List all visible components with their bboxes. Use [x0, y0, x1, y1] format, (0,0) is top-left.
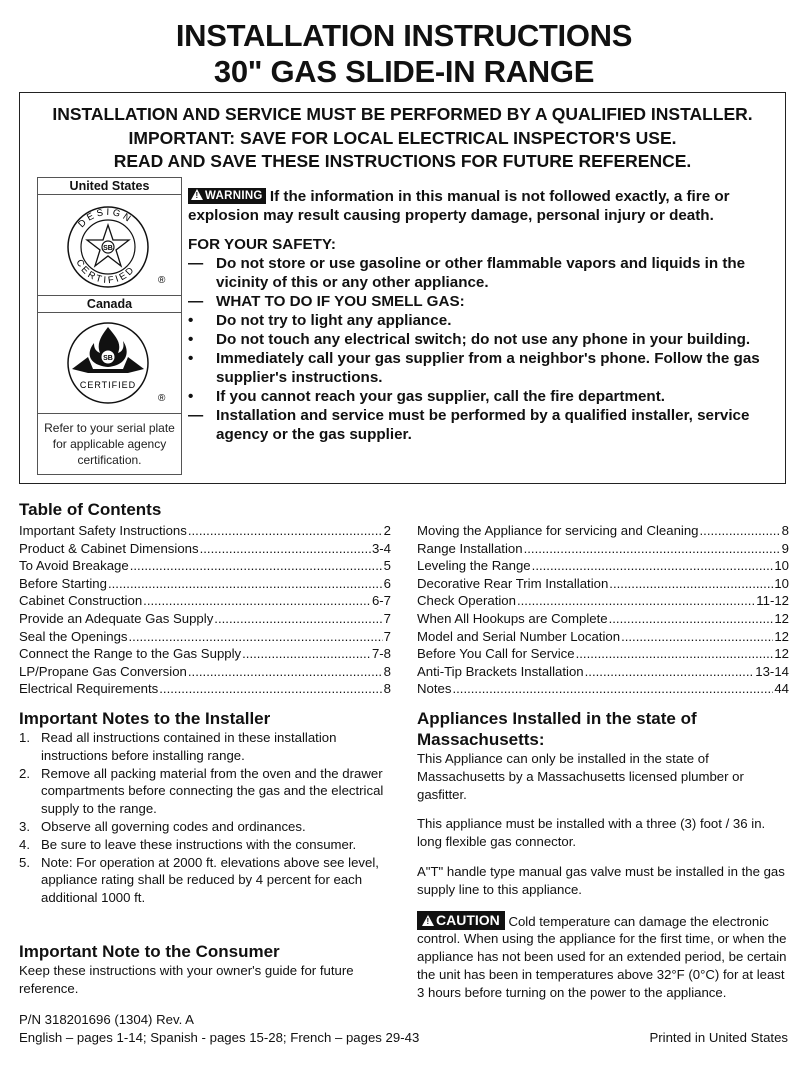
- toc-entry-page: 44: [774, 681, 789, 697]
- warning-section: [188, 187, 778, 444]
- safety-list: [188, 235, 778, 444]
- us-seal-top-text: DESIGN: [76, 206, 135, 231]
- installer-note-number: 1.: [19, 730, 30, 745]
- caution-text: Cold temperature can damage the electronic control. When using the appliance for the first time, or when the appliance has not been used for an extended period, be certain the unit has been in temperatures above 32°F (0°C) for at least 3 hours before turning on the power to the appliance.: [417, 913, 787, 1000]
- toc-entry-page: 5: [383, 558, 391, 574]
- toc-entry-label: To Avoid Breakage: [19, 558, 129, 574]
- toc-entry[interactable]: [19, 645, 391, 663]
- safety-marker: •: [188, 350, 194, 367]
- toc-entry-page: 8: [383, 663, 391, 679]
- massachusetts-paragraph-2: This appliance must be installed with a three (3) foot / 36 in. long flexible gas connector.: [417, 816, 766, 850]
- installer-note-text: Observe all governing codes and ordinances.: [41, 818, 306, 834]
- safety-item: [188, 292, 778, 311]
- toc-entry-label: Model and Serial Number Location: [417, 628, 621, 644]
- toc-entry[interactable]: [417, 663, 789, 681]
- installer-note-number: 3.: [19, 818, 30, 834]
- toc-entry[interactable]: [417, 522, 789, 540]
- safety-heading: FOR YOUR SAFETY:: [188, 236, 336, 253]
- toc-leader: [609, 575, 773, 593]
- canada-seal-mark: SB: [103, 355, 113, 362]
- toc-entry-page: 10: [774, 575, 789, 591]
- us-seal-mark: SB: [103, 245, 113, 252]
- consumer-note-heading: Important Note to the Consumer: [19, 942, 280, 961]
- toc-entry-label: Seal the Openings: [19, 628, 128, 644]
- toc-entry-page: 9: [781, 540, 789, 556]
- warning-triangle-icon: !: [191, 189, 203, 200]
- toc-entry-label: Leveling the Range: [417, 558, 531, 574]
- safety-item: [188, 387, 778, 406]
- installer-notes-heading: Important Notes to the Installer: [19, 709, 271, 728]
- toc-entry[interactable]: [19, 592, 391, 610]
- warning-badge-label: WARNING: [205, 190, 263, 202]
- toc-leader: [143, 592, 371, 610]
- safety-marker: •: [188, 331, 194, 348]
- installer-note-number: 5.: [19, 854, 30, 870]
- safety-marker: —: [188, 255, 204, 272]
- toc-entry-label: Before You Call for Service: [417, 646, 575, 662]
- installer-note-item: [19, 765, 393, 818]
- toc-entry-label: Before Starting: [19, 575, 107, 591]
- installer-note-text: Read all instructions contained in these installation instructions before installing range.: [41, 730, 337, 763]
- massachusetts-paragraph-1: This Appliance can only be installed in the state of Massachusetts by a Massachusetts licensed plumber or gasfitter.: [417, 751, 744, 802]
- warning-text: If the information in this manual is not followed exactly, a fire or explosion may result causing property damage, personal injury or death.: [188, 188, 730, 224]
- toc-entry-page: 2: [383, 523, 391, 538]
- safety-item-text: Do not store or use gasoline or other flammable vapors and liquids in the vicinity of this or any other appliance.: [216, 255, 746, 291]
- toc-entry-label: LP/Propane Gas Conversion: [19, 663, 187, 679]
- massachusetts-paragraph-3: A"T" handle type manual gas valve must be installed in the gas supply line to this appliance.: [417, 863, 785, 897]
- toc-leader: [159, 680, 382, 698]
- toc-entry-page: 7-8: [371, 646, 391, 662]
- toc-leader: [188, 522, 383, 540]
- toc-leader: [609, 610, 774, 628]
- notice-line-1: INSTALLATION AND SERVICE MUST BE PERFORMED BY A QUALIFIED INSTALLER.: [52, 104, 753, 124]
- toc-entry-page: 10: [774, 558, 789, 574]
- us-label: United States: [38, 178, 181, 195]
- document-title: [0, 18, 808, 90]
- installer-note-number: 4.: [19, 836, 30, 852]
- installer-note-text: Be sure to leave these instructions with the consumer.: [41, 836, 357, 852]
- notice-line-2: IMPORTANT: SAVE FOR LOCAL ELECTRICAL INSPECTOR'S USE.: [128, 127, 677, 148]
- safety-item: [188, 254, 778, 292]
- safety-item: [188, 330, 778, 349]
- toc-entry-label: Range Installation: [417, 540, 523, 556]
- safety-item-text: WHAT TO DO IF YOU SMELL GAS:: [216, 293, 465, 310]
- printed-in: Printed in United States: [649, 1030, 788, 1045]
- toc-entry-label: Important Safety Instructions: [19, 523, 187, 538]
- massachusetts-heading: Appliances Installed in the state of Massachusetts:: [417, 709, 697, 749]
- toc-right-column: [417, 522, 789, 698]
- toc-entry-label: Cabinet Construction: [19, 593, 143, 609]
- toc-entry-page: 8: [781, 523, 789, 538]
- consumer-note-text: Keep these instructions with your owner's guide for future reference.: [19, 963, 354, 996]
- toc-leader: [585, 663, 755, 681]
- toc-entry[interactable]: [19, 557, 391, 575]
- toc-entry-page: 13-14: [755, 663, 789, 679]
- safety-item-text: Immediately call your gas supplier from a neighbor's phone. Follow the gas supplier's instructions.: [216, 350, 760, 386]
- safety-item-text: If you cannot reach your gas supplier, call the fire department.: [216, 388, 665, 405]
- toc-entry[interactable]: [417, 645, 789, 663]
- toc-entry[interactable]: [19, 575, 391, 593]
- toc-leader: [452, 680, 773, 698]
- toc-entry-page: 7: [383, 628, 391, 644]
- toc-leader: [130, 557, 383, 575]
- toc-entry[interactable]: [19, 628, 391, 646]
- toc-leader: [532, 557, 774, 575]
- installer-notes-list: [19, 729, 393, 907]
- canada-certified-seal: [38, 313, 181, 413]
- title-line-2: 30" GAS SLIDE-IN RANGE: [213, 54, 595, 89]
- installer-note-item: [19, 854, 393, 907]
- toc-entry[interactable]: [417, 575, 789, 593]
- title-line-1: INSTALLATION INSTRUCTIONS: [175, 18, 633, 53]
- toc-entry[interactable]: [19, 680, 391, 698]
- toc-entry-page: 7: [383, 610, 391, 626]
- installer-note-text: Remove all packing material from the oven and the drawer compartments before connecting the gas and the electrical supply to the range.: [41, 765, 384, 817]
- canada-seal-text: CERTIFIED: [79, 380, 137, 390]
- toc-entry-label: Moving the Appliance for servicing and Cleaning: [417, 523, 699, 538]
- toc-entry[interactable]: [417, 610, 789, 628]
- toc-entry-label: Connect the Range to the Gas Supply: [19, 646, 242, 662]
- toc-leader: [188, 663, 383, 681]
- safety-item: [188, 406, 778, 444]
- toc-title: Table of Contents: [19, 500, 162, 519]
- toc-entry-page: 8: [383, 681, 391, 697]
- toc-entry-page: 6: [383, 575, 391, 591]
- safety-item-text: Installation and service must be performed by a qualified installer, service agency or the gas supplier.: [216, 407, 750, 443]
- notice-heading: [20, 103, 785, 174]
- toc-entry[interactable]: [417, 680, 789, 698]
- safety-item-text: Do not try to light any appliance.: [216, 312, 452, 329]
- warning-badge: [188, 188, 266, 204]
- toc-entry-page: 11-12: [756, 593, 789, 609]
- toc-leader: [129, 628, 383, 646]
- caution-statement: [417, 911, 787, 1002]
- toc-entry-label: When All Hookups are Complete: [417, 610, 608, 626]
- toc-entry-label: Check Operation: [417, 593, 516, 609]
- toc-entry[interactable]: [417, 592, 789, 610]
- installer-note-item: [19, 818, 393, 836]
- toc-entry-page: 6-7: [371, 593, 391, 609]
- toc-entry-page: 12: [774, 610, 789, 626]
- safety-items: [188, 254, 778, 444]
- toc-entry-page: 3-4: [371, 540, 391, 556]
- toc-entry[interactable]: [417, 540, 789, 558]
- installer-note-item: [19, 729, 393, 765]
- toc-leader: [524, 540, 781, 558]
- toc-leader: [214, 610, 382, 628]
- design-certified-seal-icon: [38, 195, 181, 295]
- caution-badge-label: CAUTION: [436, 911, 500, 928]
- notice-line-3: READ AND SAVE THESE INSTRUCTIONS FOR FUTURE REFERENCE.: [113, 151, 692, 171]
- us-seal-bottom-text: CERTIFIED: [73, 257, 138, 287]
- safety-item: [188, 349, 778, 387]
- safety-marker: —: [188, 407, 204, 424]
- installer-note-item: [19, 836, 393, 854]
- toc-leader: [700, 522, 781, 540]
- canada-label: Canada: [38, 295, 181, 313]
- toc-leader: [576, 645, 774, 663]
- caution-triangle-icon: !: [422, 915, 434, 926]
- certification-panel: [37, 177, 182, 475]
- toc-entry-label: Notes: [417, 681, 452, 697]
- toc-entry-label: Provide an Adequate Gas Supply: [19, 610, 214, 626]
- safety-item: [188, 311, 778, 330]
- toc-entry-label: Decorative Rear Trim Installation: [417, 575, 609, 591]
- serial-plate-note: Refer to your serial plate for applicable agency certification.: [38, 413, 181, 474]
- warning-statement: [188, 187, 778, 225]
- toc-leader: [517, 592, 755, 610]
- massachusetts-section: [417, 750, 787, 1002]
- toc-entry-page: 12: [774, 628, 789, 644]
- toc-entry[interactable]: [19, 663, 391, 681]
- toc-entry-page: 12: [774, 646, 789, 662]
- caution-badge: [417, 911, 505, 930]
- installer-note-text: Note: For operation at 2000 ft. elevations above see level, appliance rating shall be reduced by 4 percent for each additional 1000 ft.: [41, 854, 379, 906]
- safety-marker: •: [188, 312, 194, 329]
- toc-entry[interactable]: [19, 522, 391, 540]
- toc-entry[interactable]: [19, 610, 391, 628]
- safety-item-text: Do not touch any electrical switch; do not use any phone in your building.: [216, 331, 751, 348]
- safety-marker: •: [188, 388, 194, 405]
- toc-entry[interactable]: [417, 628, 789, 646]
- toc-leader: [200, 540, 371, 558]
- canada-certified-seal-icon: [38, 313, 181, 413]
- toc-entry[interactable]: [19, 540, 391, 558]
- toc-entry-label: Product & Cabinet Dimensions: [19, 540, 199, 556]
- toc-left-column: [19, 522, 391, 698]
- safety-marker: —: [188, 293, 204, 310]
- toc-entry-label: Electrical Requirements: [19, 681, 159, 697]
- toc-leader: [242, 645, 371, 663]
- installer-note-number: 2.: [19, 765, 30, 781]
- design-certified-seal: [38, 195, 181, 295]
- part-number: P/N 318201696 (1304) Rev. A: [19, 1012, 194, 1027]
- toc-entry[interactable]: [417, 557, 789, 575]
- language-pages: English – pages 1-14; Spanish - pages 15-28; French – pages 29-43: [19, 1030, 420, 1045]
- registered-mark: ®: [158, 393, 166, 404]
- toc-entry-label: Anti-Tip Brackets Installation: [417, 663, 584, 679]
- toc-leader: [621, 628, 773, 646]
- registered-mark: ®: [158, 275, 166, 286]
- toc-leader: [108, 575, 383, 593]
